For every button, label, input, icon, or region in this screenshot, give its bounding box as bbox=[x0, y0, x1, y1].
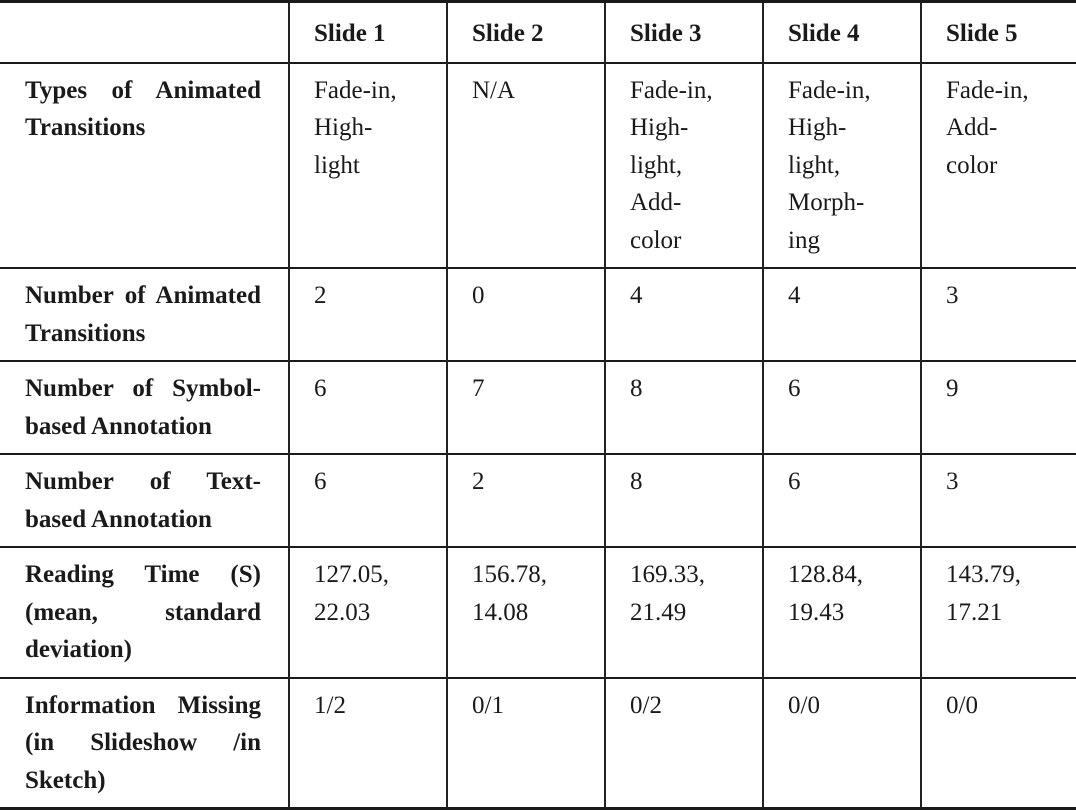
cell-text: Fade-in, High- light, Add- color bbox=[630, 76, 713, 254]
cell-text: 143.79, 17.21 bbox=[946, 561, 1021, 626]
header-row bbox=[0, 2, 1076, 63]
table-cell bbox=[289, 63, 447, 269]
table-cell bbox=[289, 678, 447, 809]
cell-text: 7 bbox=[472, 375, 485, 402]
table-cell bbox=[605, 454, 763, 547]
row-label-text: Information Missing (in Slideshow /in Sketch) bbox=[25, 691, 261, 794]
cell-text: 0 bbox=[472, 282, 485, 309]
table-cell bbox=[763, 678, 921, 809]
table-cell bbox=[447, 63, 605, 269]
cell-text: 6 bbox=[788, 375, 801, 402]
table-cell bbox=[921, 63, 1076, 269]
header-slide-1: Slide 1 bbox=[289, 2, 447, 63]
table-cell bbox=[447, 678, 605, 809]
table-row bbox=[0, 268, 1076, 361]
cell-text: 6 bbox=[314, 375, 327, 402]
row-label-reading-time bbox=[0, 547, 289, 678]
table-cell bbox=[289, 268, 447, 361]
table-row bbox=[0, 361, 1076, 454]
cell-text: Fade-in, High- light, Morph- ing bbox=[788, 76, 871, 254]
header-slide-2: Slide 2 bbox=[447, 2, 605, 63]
table-cell bbox=[605, 361, 763, 454]
cell-text: 1/2 bbox=[314, 691, 346, 719]
cell-text: 3 bbox=[946, 468, 959, 495]
cell-text: N/A bbox=[472, 76, 516, 104]
cell-text: 156.78, 14.08 bbox=[472, 561, 547, 626]
cell-text: 128.84, 19.43 bbox=[788, 561, 863, 626]
cell-text: 4 bbox=[788, 282, 801, 309]
table-cell bbox=[605, 268, 763, 361]
header-slide-3: Slide 3 bbox=[605, 2, 763, 63]
table-row bbox=[0, 678, 1076, 809]
row-label-num-animated bbox=[0, 268, 289, 361]
cell-text: 3 bbox=[946, 282, 959, 309]
table-cell bbox=[763, 454, 921, 547]
table-cell bbox=[763, 63, 921, 269]
table-cell bbox=[447, 268, 605, 361]
row-label-text: Reading Time (S) (mean, standard deviation) bbox=[25, 561, 261, 663]
cell-text: Fade-in, High- light bbox=[314, 76, 397, 179]
table-cell bbox=[289, 547, 447, 678]
table-cell bbox=[289, 454, 447, 547]
table-cell bbox=[605, 547, 763, 678]
table-cell bbox=[447, 454, 605, 547]
cell-text: 2 bbox=[314, 282, 327, 309]
table-cell bbox=[921, 547, 1076, 678]
table-cell bbox=[921, 678, 1076, 809]
cell-text: 0/1 bbox=[472, 691, 504, 719]
header-corner bbox=[0, 2, 289, 63]
table-row bbox=[0, 63, 1076, 269]
cell-text: Fade-in, Add- color bbox=[946, 76, 1029, 179]
table-cell bbox=[605, 678, 763, 809]
cell-text: 127.05, 22.03 bbox=[314, 561, 389, 626]
header-slide-4: Slide 4 bbox=[763, 2, 921, 63]
row-label-text: Types of Animated Transitions bbox=[25, 76, 261, 141]
row-label-text: Number of Text-based Annotation bbox=[25, 468, 261, 533]
table-cell bbox=[605, 63, 763, 269]
row-label-num-symbol bbox=[0, 361, 289, 454]
table-row bbox=[0, 547, 1076, 678]
row-label-text: Number of Animated Transitions bbox=[25, 282, 261, 347]
cell-text: 6 bbox=[788, 468, 801, 495]
cell-text: 8 bbox=[630, 468, 643, 495]
cell-text: 9 bbox=[946, 375, 959, 402]
table-cell bbox=[447, 361, 605, 454]
header-slide-5: Slide 5 bbox=[921, 2, 1076, 63]
cell-text: 4 bbox=[630, 282, 643, 309]
row-label-text: Number of Symbol-based Annotation bbox=[25, 375, 261, 440]
row-label-num-text bbox=[0, 454, 289, 547]
table-cell bbox=[289, 361, 447, 454]
row-label-types bbox=[0, 63, 289, 269]
table-cell bbox=[921, 361, 1076, 454]
table-cell bbox=[921, 454, 1076, 547]
cell-text: 169.33, 21.49 bbox=[630, 561, 705, 626]
table-cell bbox=[447, 547, 605, 678]
cell-text: 0/0 bbox=[946, 691, 978, 719]
cell-text: 8 bbox=[630, 375, 643, 402]
row-label-info-missing bbox=[0, 678, 289, 809]
table-cell bbox=[921, 268, 1076, 361]
cell-text: 6 bbox=[314, 468, 327, 495]
cell-text: 0/0 bbox=[788, 691, 820, 719]
table-cell bbox=[763, 361, 921, 454]
table-cell bbox=[763, 547, 921, 678]
table-cell bbox=[763, 268, 921, 361]
cell-text: 2 bbox=[472, 468, 485, 495]
cell-text: 0/2 bbox=[630, 691, 662, 719]
table-row bbox=[0, 454, 1076, 547]
